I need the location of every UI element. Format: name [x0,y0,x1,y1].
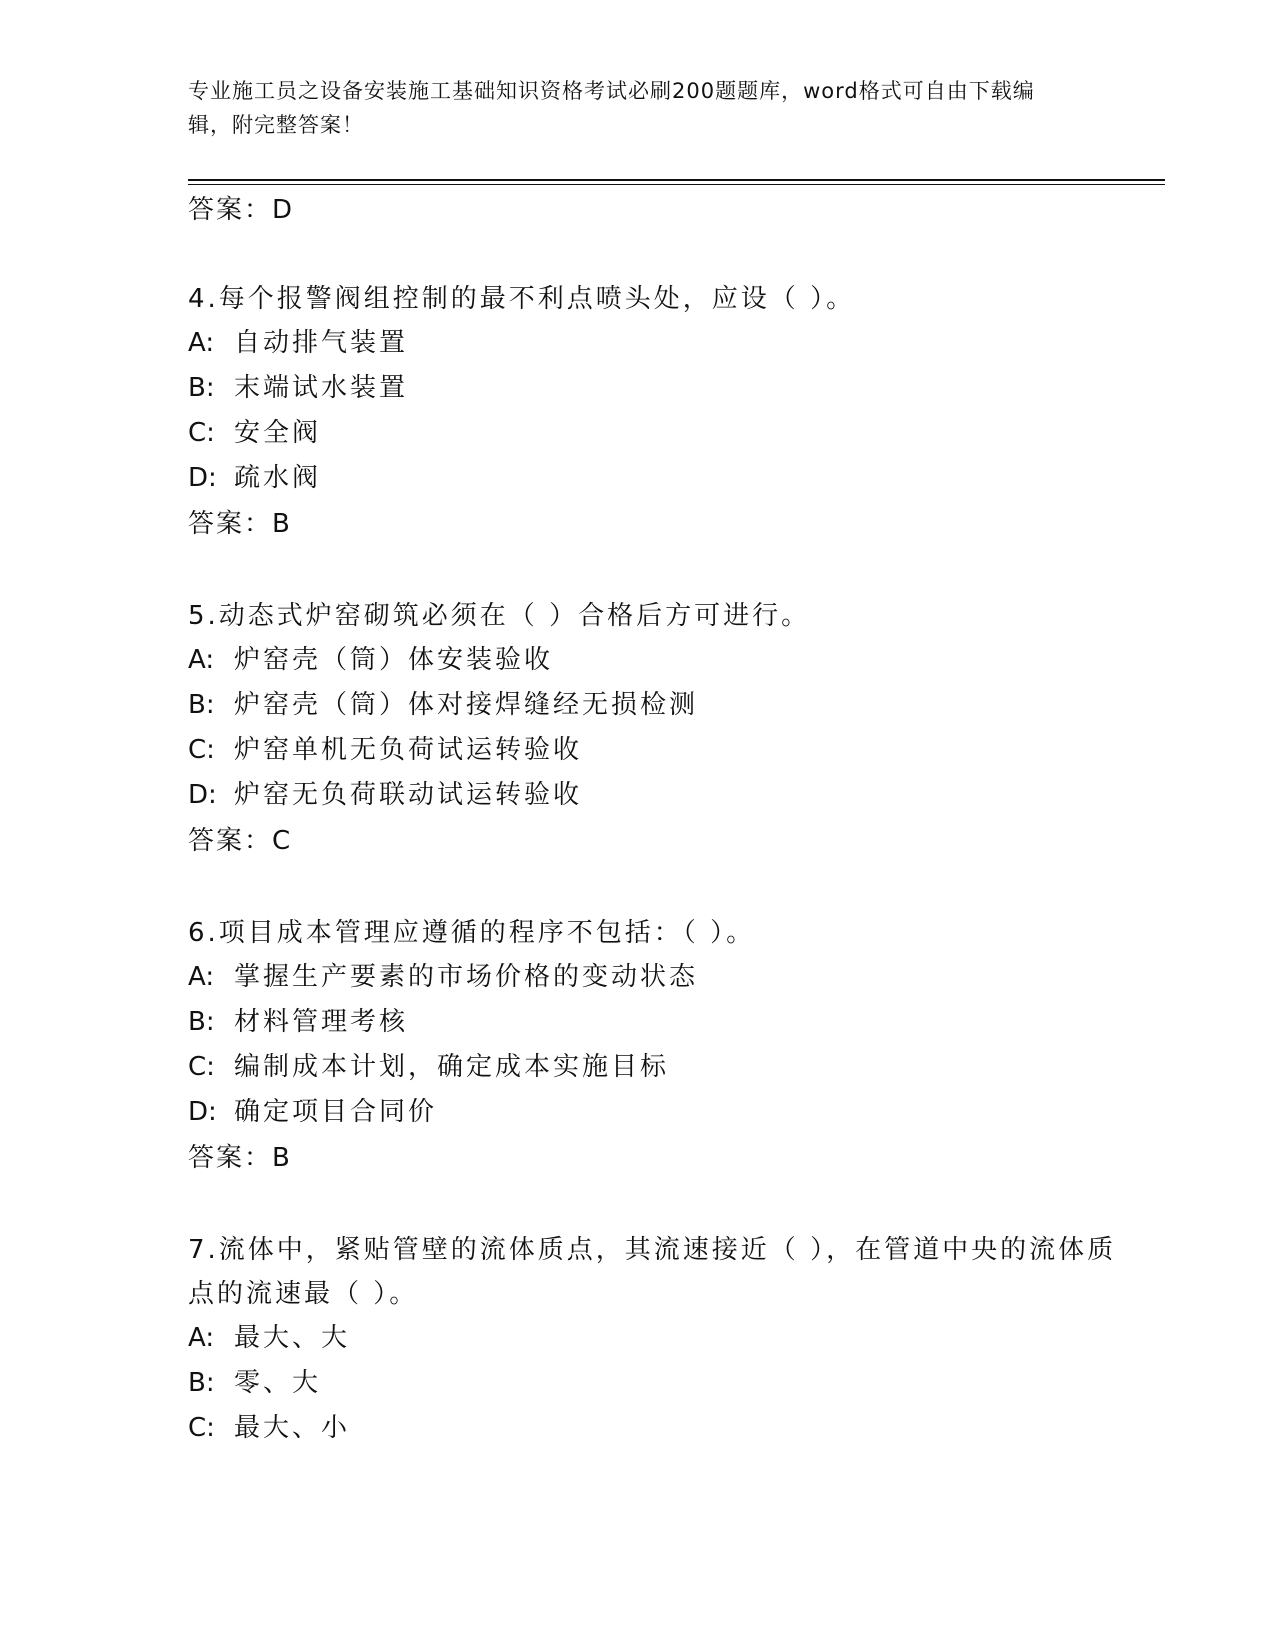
answer-line: 答案：B [188,509,292,539]
option-text: 疏水阀 [234,463,322,493]
option-a [188,321,1118,366]
option-text: 掌握生产要素的市场价格的变动状态 [234,962,699,992]
header-divider-thin [188,184,1165,185]
spacer [188,864,1118,911]
document-header [188,74,1068,142]
option-text: 末端试水装置 [234,373,409,403]
option-key: B: [188,373,215,403]
option-key: C: [188,1052,215,1082]
option-key: C: [188,735,215,765]
header-title: 专业施工员之设备安装施工基础知识资格考试必刷200题题库，word格式可自由下载编辑，附完整答案！ [188,79,1035,137]
option-c [188,728,1118,773]
option-key: B: [188,1368,215,1398]
option-text: 最大、小 [234,1413,351,1443]
option-text: 自动排气装置 [234,328,409,358]
answer-line: 答案：D [188,195,295,225]
spacer [188,547,1118,594]
option-d [188,456,1118,501]
question-6 [188,911,1118,1181]
option-key: B: [188,1007,215,1037]
option-text: 炉窑壳（筒）体对接焊缝经无损检测 [234,690,699,720]
option-text: 安全阀 [234,418,322,448]
answer-line: 答案：B [188,1143,292,1173]
answer-line: 答案：C [188,826,293,856]
option-c [188,1406,1118,1451]
question-text: 5.动态式炉窑砌筑必须在（ ）合格后方可进行。 [188,601,811,631]
header-divider-thick [188,179,1165,181]
option-d [188,773,1118,818]
option-c [188,1045,1118,1090]
option-key: A: [188,1323,215,1353]
option-key: A: [188,328,215,358]
option-b [188,1361,1118,1406]
option-text: 最大、大 [234,1323,351,1353]
option-a [188,1316,1118,1361]
option-key: D: [188,780,217,810]
option-text: 炉窑单机无负荷试运转验收 [234,735,583,765]
option-a [188,638,1118,683]
option-b [188,366,1118,411]
option-key: C: [188,418,215,448]
option-key: D: [188,463,217,493]
option-b [188,683,1118,728]
option-b [188,1000,1118,1045]
spacer [188,230,1118,277]
question-4 [188,277,1118,547]
question-text: 4.每个报警阀组控制的最不利点喷头处，应设（ ）。 [188,284,856,314]
option-text: 炉窑无负荷联动试运转验收 [234,780,583,810]
option-text: 编制成本计划，确定成本实施目标 [234,1052,670,1082]
question-7 [188,1228,1118,1451]
option-key: B: [188,690,215,720]
option-key: D: [188,1097,217,1127]
option-c [188,411,1118,456]
option-key: A: [188,645,215,675]
question-list [188,190,1118,1451]
option-text: 炉窑壳（筒）体安装验收 [234,645,554,675]
question-text: 6.项目成本管理应遵循的程序不包括：（ ）。 [188,918,756,948]
option-text: 确定项目合同价 [234,1097,438,1127]
option-key: C: [188,1413,215,1443]
question-text: 7.流体中，紧贴管壁的流体质点，其流速接近（ ），在管道中央的流体质点的流速最（ ）。 [188,1235,1117,1309]
option-text: 零、大 [234,1368,322,1398]
option-key: A: [188,962,215,992]
spacer [188,1181,1118,1228]
option-d [188,1090,1118,1135]
question-5 [188,594,1118,864]
option-text: 材料管理考核 [234,1007,409,1037]
option-a [188,955,1118,1000]
